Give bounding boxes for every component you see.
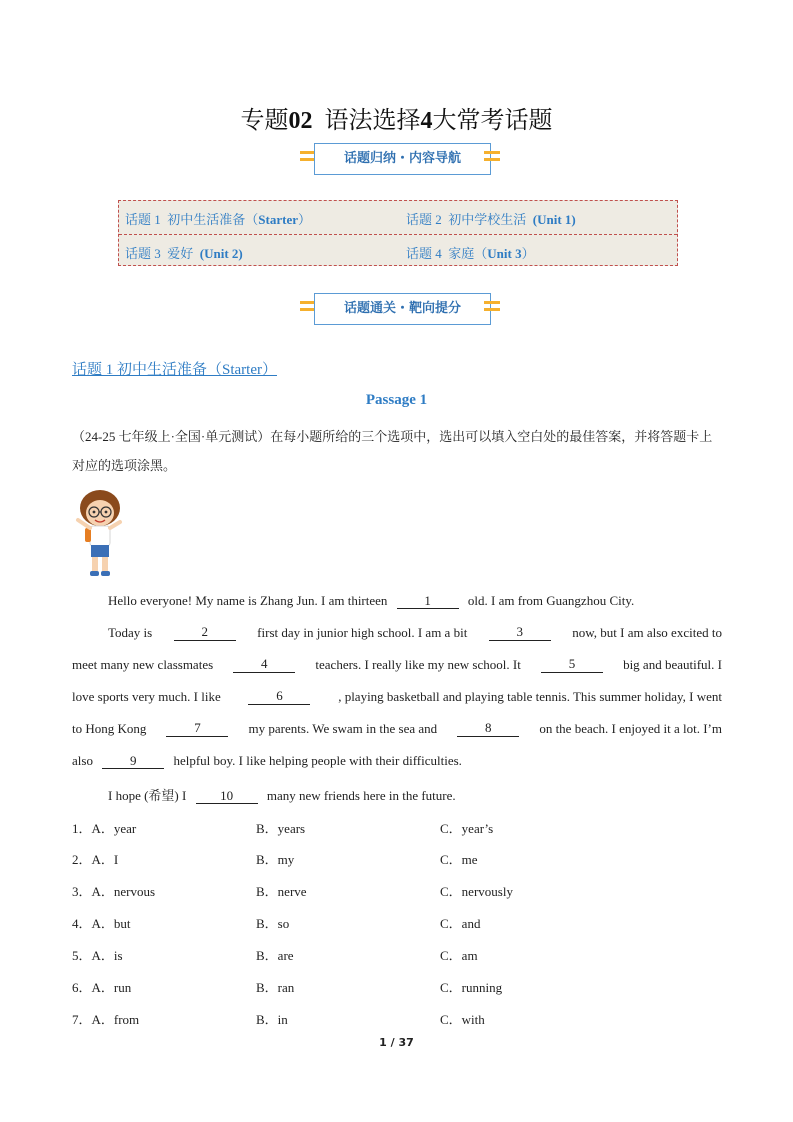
instructions: （24-25 七年级上·全国·单元测试）在每小题所给的三个选项中，选出可以填入空白处的最佳答案，并将答题卡上对应的选项涂黑。 — [72, 429, 713, 473]
topic-table — [118, 200, 678, 266]
banner-content-nav — [300, 143, 493, 177]
option-b[interactable]: B．years — [256, 821, 306, 836]
topic-item-3[interactable]: 话题 3 爱好 (Unit 2) — [125, 246, 243, 261]
option-a[interactable]: 7．A．from — [72, 1012, 140, 1027]
cartoon-boy-illustration — [72, 488, 128, 580]
passage-line: love sports very much. I like 6 , playing basketball and playing table tennis. This summer holiday, I went — [72, 688, 722, 704]
option-b[interactable]: B．are — [256, 948, 294, 963]
topic-item-2[interactable]: 话题 2 初中学校生活 (Unit 1) — [406, 212, 576, 227]
blank-7[interactable]: 7 — [166, 721, 228, 737]
option-a[interactable]: 5．A．is — [72, 948, 123, 963]
option-c[interactable]: C．with — [440, 1012, 485, 1027]
option-c[interactable]: C．year’s — [440, 821, 494, 836]
blank-8[interactable]: 8 — [457, 721, 519, 737]
passage-line: also 9 helpful boy. I like helping people with their difficulties. — [72, 753, 462, 768]
option-c[interactable]: C．and — [440, 916, 481, 931]
topic-row — [119, 234, 677, 267]
blank-10[interactable]: 10 — [196, 789, 258, 804]
passage-line: Today is 2 first day in junior high school. I am a bit 3 now, but I am also excited to — [108, 624, 722, 640]
page-title: 专题02 语法选择4大常考话题 — [240, 108, 553, 134]
section-link-topic-1[interactable]: 话题 1 初中生活准备（Starter） — [72, 362, 277, 378]
passage-line: I hope (希望) I 10 many new friends here in the future. — [108, 788, 456, 803]
decor-bars-icon — [484, 151, 500, 165]
banner-label: 话题通关・靶向提分 — [314, 293, 491, 325]
option-b[interactable]: B．my — [256, 852, 295, 867]
blank-3[interactable]: 3 — [489, 625, 551, 641]
option-a[interactable]: 3．A．nervous — [72, 884, 156, 899]
blank-6[interactable]: 6 — [248, 689, 310, 705]
blank-4[interactable]: 4 — [233, 657, 295, 673]
decor-bars-icon — [484, 301, 500, 315]
option-b[interactable]: B．nerve — [256, 884, 307, 899]
passage-line: Hello everyone! My name is Zhang Jun. I am thirteen 1 old. I am from Guangzhou City. — [108, 593, 635, 608]
option-a[interactable]: 1．A．year — [72, 821, 137, 836]
passage-line: to Hong Kong 7 my parents. We swam in the sea and 8 on the beach. I enjoyed it a lot. I’m — [72, 720, 722, 736]
blank-9[interactable]: 9 — [102, 754, 164, 769]
option-b[interactable]: B．so — [256, 916, 290, 931]
page-number: 1 / 37 — [379, 1036, 414, 1049]
passage-title: Passage 1 — [365, 392, 428, 408]
topic-row — [119, 201, 677, 233]
option-b[interactable]: B．ran — [256, 980, 295, 995]
option-a[interactable]: 2．A．I — [72, 852, 119, 867]
option-a[interactable]: 6．A．run — [72, 980, 132, 995]
topic-item-1[interactable]: 话题 1 初中生活准备（Starter） — [125, 212, 311, 227]
blank-2[interactable]: 2 — [174, 625, 236, 641]
blank-5[interactable]: 5 — [541, 657, 603, 673]
passage-line: meet many new classmates 4 teachers. I really like my new school. It 5 big and beautiful. I — [72, 656, 722, 672]
option-c[interactable]: C．nervously — [440, 884, 513, 899]
topic-item-4[interactable]: 话题 4 家庭（Unit 3） — [406, 246, 535, 261]
option-c[interactable]: C．me — [440, 852, 478, 867]
option-c[interactable]: C．running — [440, 980, 503, 995]
banner-label: 话题归纳・内容导航 — [314, 143, 491, 175]
option-c[interactable]: C．am — [440, 948, 478, 963]
option-a[interactable]: 4．A．but — [72, 916, 131, 931]
blank-1[interactable]: 1 — [397, 594, 459, 609]
banner-practice — [300, 293, 493, 327]
option-b[interactable]: B．in — [256, 1012, 288, 1027]
